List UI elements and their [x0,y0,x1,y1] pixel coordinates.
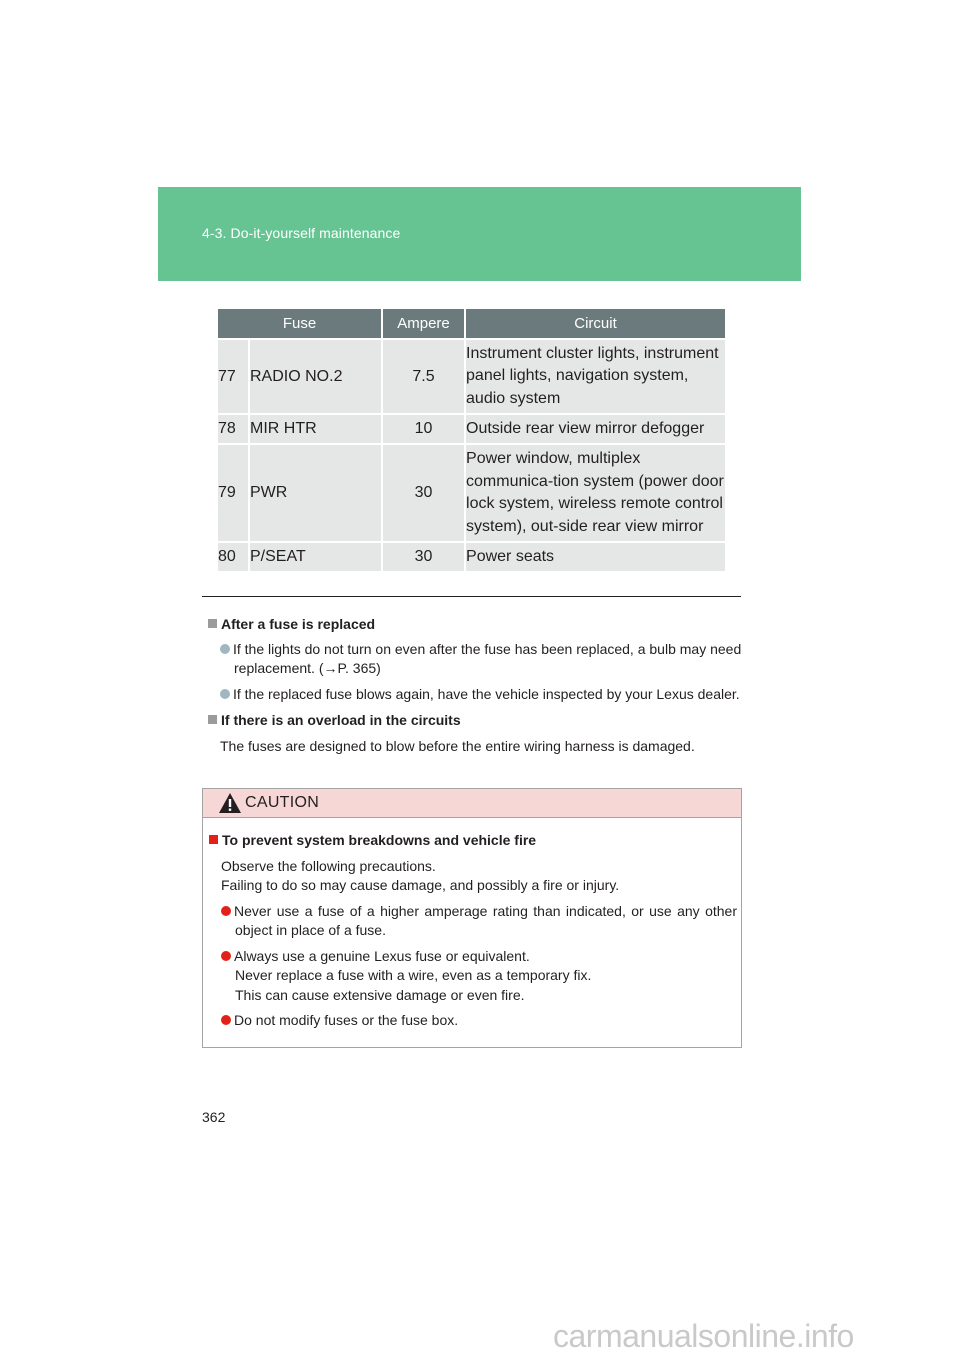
watermark-text: carmanualsonline.info [553,1318,854,1354]
circle-bullet-icon [221,1015,231,1025]
header-band [158,187,801,281]
fuse-circuit: Outside rear view mirror defogger [465,414,725,444]
table-header-row [218,309,725,339]
caution-intro [209,857,737,896]
table-row [218,542,725,571]
circle-bullet-icon [220,689,230,699]
note-heading-overload [208,711,738,730]
note-item-text: If the lights do not turn on even after the fuse has been replaced, a bulb may need replacement. (→P. 365) [233,641,742,676]
warning-triangle-icon [218,792,242,814]
fuse-name: RADIO NO.2 [249,339,382,414]
note-heading-text: If there is an overload in the circuits [221,712,461,728]
fuse-name: PWR [249,444,382,542]
note-heading-text: After a fuse is replaced [221,616,376,632]
caution-box [202,788,742,1048]
square-bullet-icon [209,835,218,844]
caution-heading-text: To prevent system breakdowns and vehicle fire [222,832,537,848]
caution-intro-line: Failing to do so may cause damage, and possibly a fire or injury. [221,877,620,893]
section-divider [202,596,741,597]
fuse-ampere: 30 [382,444,465,542]
note-paragraph: The fuses are designed to blow before the entire wiring harness is damaged. [220,738,695,754]
note-heading-after-fuse [208,615,738,634]
caution-item-text: Always use a genuine Lexus fuse or equivalent. [234,947,530,964]
caution-header [203,789,741,818]
caution-item [209,1011,737,1031]
fuse-ampere: 10 [382,414,465,444]
caution-item [209,902,737,941]
circle-bullet-icon [220,644,230,654]
fuse-name: MIR HTR [249,414,382,444]
note-item [208,640,764,678]
section-title: 4-3. Do-it-yourself maintenance [202,225,401,241]
caution-intro-line: Observe the following precautions. [221,857,436,874]
circle-bullet-icon [221,951,231,961]
circle-bullet-icon [221,906,231,916]
caution-item [209,947,737,1006]
table-row [218,339,725,414]
column-header-fuse: Fuse [218,309,382,339]
caution-item-text: This can cause extensive damage or even fire. [235,986,525,1003]
square-bullet-icon [208,715,217,724]
fuse-circuit: Instrument cluster lights, instrument panel lights, navigation system, audio system [465,339,725,414]
column-header-ampere: Ampere [382,309,465,339]
fuse-number: 78 [218,414,249,444]
fuse-circuit: Power seats [465,542,725,571]
caution-heading [209,831,737,851]
fuse-ampere: 30 [382,542,465,571]
page-number: 362 [202,1109,226,1125]
caution-title: CAUTION [245,794,320,811]
note-item-text: If the replaced fuse blows again, have the vehicle inspected by your Lexus dealer. [233,686,740,702]
square-bullet-icon [208,619,217,628]
caution-item-text: Never use a fuse of a higher amperage rating than indicated, or use any other object in place of a fuse. [234,902,737,938]
fuse-number: 80 [218,542,249,571]
table-row [218,444,725,542]
note-item [208,685,764,704]
fuse-name: P/SEAT [249,542,382,571]
caution-item-text: Never replace a fuse with a wire, even as a temporary fix. [235,967,592,983]
fuse-ampere: 7.5 [382,339,465,414]
fuse-number: 79 [218,444,249,542]
column-header-circuit: Circuit [465,309,725,339]
table-row [218,414,725,444]
fuse-table [218,309,725,571]
caution-item-text: Do not modify fuses or the fuse box. [234,1012,459,1028]
fuse-number: 77 [218,339,249,414]
caution-body [209,831,737,1031]
fuse-circuit: Power window, multiplex communica-tion system (power door lock system, wireless remote control system), out-side rear view mirror [465,444,725,542]
